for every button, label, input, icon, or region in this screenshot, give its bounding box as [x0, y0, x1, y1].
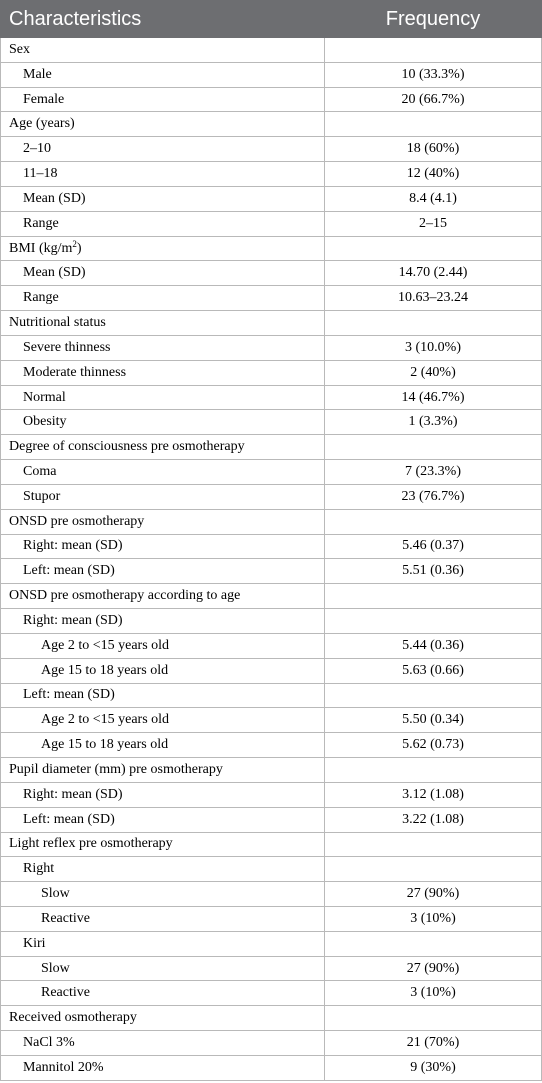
characteristic-cell	[1, 758, 325, 783]
characteristic-label: Normal	[23, 389, 66, 405]
frequency-cell	[325, 236, 542, 261]
characteristic-cell	[1, 559, 325, 584]
table-row	[1, 931, 542, 956]
characteristic-cell	[1, 683, 325, 708]
characteristic-label: Received osmotherapy	[9, 1010, 137, 1026]
characteristic-label: Male	[23, 66, 52, 82]
frequency-cell: 5.63 (0.66)	[325, 658, 542, 683]
characteristic-cell	[1, 981, 325, 1006]
characteristic-label: Left: mean (SD)	[23, 687, 115, 703]
characteristic-label: Range	[23, 215, 59, 231]
characteristic-label: Age (years)	[9, 116, 75, 132]
frequency-cell	[325, 931, 542, 956]
characteristic-label: ONSD pre osmotherapy according to age	[9, 588, 241, 604]
table-row	[1, 112, 542, 137]
table-row	[1, 658, 542, 683]
characteristic-label: BMI (kg/m	[9, 240, 73, 256]
table-row	[1, 484, 542, 509]
characteristic-label: Age 2 to <15 years old	[41, 712, 170, 728]
frequency-cell: 10 (33.3%)	[325, 62, 542, 87]
characteristic-cell	[1, 38, 325, 63]
header-frequency: Frequency	[325, 1, 542, 38]
frequency-cell: 5.62 (0.73)	[325, 733, 542, 758]
characteristic-cell	[1, 633, 325, 658]
characteristic-label: Mean (SD)	[23, 190, 86, 206]
characteristic-label-suffix: )	[76, 240, 82, 256]
characteristic-cell	[1, 882, 325, 907]
characteristic-cell	[1, 410, 325, 435]
table-row	[1, 1055, 542, 1080]
frequency-cell	[325, 435, 542, 460]
table-row	[1, 236, 542, 261]
table-row	[1, 509, 542, 534]
frequency-cell	[325, 112, 542, 137]
characteristic-cell	[1, 1055, 325, 1080]
frequency-cell: 5.51 (0.36)	[325, 559, 542, 584]
frequency-cell	[325, 509, 542, 534]
characteristic-label: Right	[23, 861, 55, 877]
frequency-cell: 27 (90%)	[325, 956, 542, 981]
frequency-cell	[325, 38, 542, 63]
table-row	[1, 981, 542, 1006]
characteristic-label: Light reflex pre osmotherapy	[9, 836, 173, 852]
characteristic-label: Age 2 to <15 years old	[41, 637, 170, 653]
characteristic-label: Age 15 to 18 years old	[41, 662, 169, 678]
table-row	[1, 1006, 542, 1031]
table-row	[1, 807, 542, 832]
table-row	[1, 211, 542, 236]
characteristic-cell	[1, 236, 325, 261]
frequency-cell	[325, 1006, 542, 1031]
table-row	[1, 385, 542, 410]
superscript: 2	[72, 238, 77, 249]
characteristic-label: Right: mean (SD)	[23, 612, 123, 628]
table-row	[1, 633, 542, 658]
characteristic-cell	[1, 931, 325, 956]
table-row	[1, 559, 542, 584]
characteristic-label: Left: mean (SD)	[23, 563, 115, 579]
characteristic-label: Obesity	[23, 414, 67, 430]
table-row	[1, 435, 542, 460]
characteristic-cell	[1, 733, 325, 758]
table-row	[1, 584, 542, 609]
table-header	[1, 1, 542, 38]
frequency-cell: 18 (60%)	[325, 137, 542, 162]
characteristic-cell	[1, 360, 325, 385]
characteristic-cell	[1, 509, 325, 534]
characteristic-label: Left: mean (SD)	[23, 811, 115, 827]
frequency-cell: 1 (3.3%)	[325, 410, 542, 435]
characteristic-cell	[1, 484, 325, 509]
table-row	[1, 882, 542, 907]
characteristic-cell	[1, 186, 325, 211]
frequency-cell: 21 (70%)	[325, 1031, 542, 1056]
frequency-cell	[325, 683, 542, 708]
frequency-cell	[325, 832, 542, 857]
characteristic-cell	[1, 1031, 325, 1056]
characteristic-label: Slow	[41, 886, 70, 902]
frequency-cell: 27 (90%)	[325, 882, 542, 907]
characteristic-label: Mean (SD)	[23, 265, 86, 281]
characteristic-cell	[1, 609, 325, 634]
characteristic-cell	[1, 335, 325, 360]
characteristic-label: NaCl 3%	[23, 1035, 75, 1051]
frequency-cell: 14.70 (2.44)	[325, 261, 542, 286]
frequency-cell: 8.4 (4.1)	[325, 186, 542, 211]
frequency-cell	[325, 857, 542, 882]
characteristic-label: Pupil diameter (mm) pre osmotherapy	[9, 761, 223, 777]
characteristic-cell	[1, 460, 325, 485]
characteristic-cell	[1, 62, 325, 87]
frequency-cell: 2–15	[325, 211, 542, 236]
table-row	[1, 162, 542, 187]
frequency-cell: 3.12 (1.08)	[325, 782, 542, 807]
table-row	[1, 782, 542, 807]
frequency-cell: 14 (46.7%)	[325, 385, 542, 410]
frequency-cell: 7 (23.3%)	[325, 460, 542, 485]
characteristic-label: Moderate thinness	[23, 364, 127, 380]
characteristic-cell	[1, 782, 325, 807]
characteristic-cell	[1, 658, 325, 683]
characteristic-cell	[1, 708, 325, 733]
table-row	[1, 137, 542, 162]
table-row	[1, 186, 542, 211]
table-row	[1, 733, 542, 758]
table-row	[1, 609, 542, 634]
characteristic-cell	[1, 311, 325, 336]
characteristic-label: Range	[23, 290, 59, 306]
characteristic-label: ONSD pre osmotherapy	[9, 513, 145, 529]
header-row	[1, 1, 542, 38]
characteristic-label: 11–18	[23, 166, 58, 182]
characteristic-label: Kiri	[23, 935, 46, 951]
table-row	[1, 758, 542, 783]
frequency-cell: 3 (10%)	[325, 981, 542, 1006]
characteristic-cell	[1, 956, 325, 981]
characteristic-cell	[1, 584, 325, 609]
table-row	[1, 87, 542, 112]
frequency-cell: 3 (10.0%)	[325, 335, 542, 360]
table-row	[1, 38, 542, 63]
characteristic-cell	[1, 286, 325, 311]
table-row	[1, 62, 542, 87]
frequency-cell	[325, 609, 542, 634]
table-row	[1, 832, 542, 857]
table-row	[1, 335, 542, 360]
frequency-cell: 3.22 (1.08)	[325, 807, 542, 832]
characteristic-cell	[1, 261, 325, 286]
characteristic-label: Female	[23, 91, 65, 107]
characteristic-label: Nutritional status	[9, 315, 106, 331]
table-row	[1, 906, 542, 931]
characteristic-label: Stupor	[23, 488, 61, 504]
table-row	[1, 410, 542, 435]
frequency-cell: 5.44 (0.36)	[325, 633, 542, 658]
frequency-cell: 5.50 (0.34)	[325, 708, 542, 733]
characteristic-cell	[1, 832, 325, 857]
characteristic-cell	[1, 906, 325, 931]
frequency-cell: 3 (10%)	[325, 906, 542, 931]
characteristic-label: Mannitol 20%	[23, 1059, 104, 1075]
characteristic-label: 2–10	[23, 141, 51, 157]
characteristic-cell	[1, 211, 325, 236]
frequency-cell: 23 (76.7%)	[325, 484, 542, 509]
characteristic-cell	[1, 807, 325, 832]
frequency-cell: 20 (66.7%)	[325, 87, 542, 112]
characteristic-cell	[1, 87, 325, 112]
characteristic-cell	[1, 112, 325, 137]
characteristic-label: Reactive	[41, 985, 90, 1001]
frequency-cell: 9 (30%)	[325, 1055, 542, 1080]
characteristic-cell	[1, 137, 325, 162]
table-row	[1, 261, 542, 286]
frequency-cell: 5.46 (0.37)	[325, 534, 542, 559]
frequency-cell	[325, 584, 542, 609]
characteristic-label: Severe thinness	[23, 339, 111, 355]
characteristic-label: Coma	[23, 463, 57, 479]
frequency-cell: 2 (40%)	[325, 360, 542, 385]
table-row	[1, 1031, 542, 1056]
frequency-cell: 10.63–23.24	[325, 286, 542, 311]
table-row	[1, 460, 542, 485]
characteristic-label: Degree of consciousness pre osmotherapy	[9, 439, 245, 455]
table-row	[1, 956, 542, 981]
frequency-cell: 12 (40%)	[325, 162, 542, 187]
table-row	[1, 360, 542, 385]
characteristic-cell	[1, 435, 325, 460]
characteristic-label: Right: mean (SD)	[23, 538, 123, 554]
table-body	[1, 38, 542, 1081]
characteristic-label: Slow	[41, 960, 70, 976]
frequency-cell	[325, 311, 542, 336]
characteristic-label: Reactive	[41, 910, 90, 926]
table-row	[1, 534, 542, 559]
table-row	[1, 857, 542, 882]
characteristic-label: Right: mean (SD)	[23, 786, 123, 802]
table-row	[1, 683, 542, 708]
frequency-cell	[325, 758, 542, 783]
characteristic-cell	[1, 1006, 325, 1031]
characteristic-label: Age 15 to 18 years old	[41, 737, 169, 753]
characteristic-label: Sex	[9, 41, 30, 57]
header-characteristics: Characteristics	[1, 1, 325, 38]
characteristic-cell	[1, 385, 325, 410]
characteristic-cell	[1, 857, 325, 882]
table-row	[1, 708, 542, 733]
characteristic-cell	[1, 162, 325, 187]
table-row	[1, 311, 542, 336]
characteristic-cell	[1, 534, 325, 559]
table-row	[1, 286, 542, 311]
